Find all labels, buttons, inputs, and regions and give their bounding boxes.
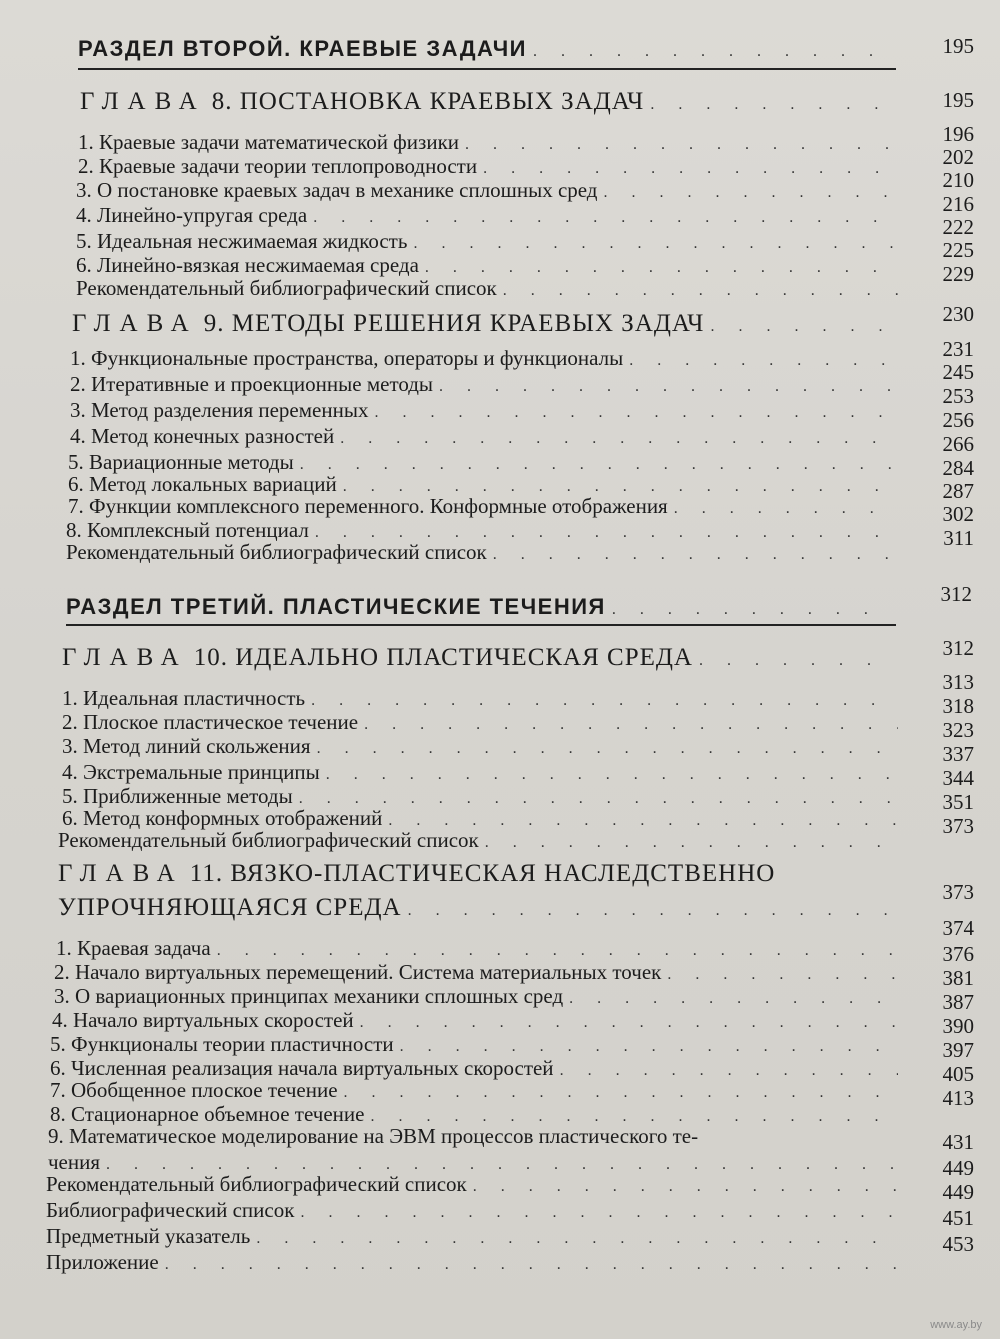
toc-entry[interactable]	[50, 1078, 904, 1103]
toc-entry[interactable]	[46, 1224, 904, 1249]
page-number: 202	[942, 145, 974, 169]
chapter-label: ГЛАВА	[72, 310, 198, 337]
entry-title: Рекомендательный библиографический список	[76, 276, 497, 300]
page-number: 222	[942, 215, 974, 239]
page-number: 195	[942, 88, 974, 112]
page-number: 266	[942, 432, 974, 456]
leader-dots	[313, 209, 898, 227]
entry-title: 2. Начало виртуальных перемещений. Система материальных точек	[54, 960, 662, 984]
toc-entry[interactable]	[78, 154, 904, 179]
entry-title: 5. Вариационные методы	[68, 450, 294, 474]
toc-entry[interactable]	[62, 686, 904, 711]
page-number: 195	[942, 34, 974, 58]
toc-entry[interactable]	[76, 276, 904, 301]
toc-entry[interactable]	[48, 1124, 904, 1149]
leader-dots	[311, 692, 898, 710]
toc-entry[interactable]	[58, 828, 904, 853]
toc-entry[interactable]	[62, 734, 904, 759]
entry-title: 8. Комплексный потенциал	[66, 518, 309, 542]
entry-title: 3. О постановке краевых задач в механике сплошных сред	[76, 178, 598, 202]
leader-dots	[667, 966, 898, 984]
leader-dots	[674, 500, 898, 518]
entry-title: 1. Краевая задача	[56, 936, 211, 960]
entry-title: 3. Метод разделения переменных	[70, 398, 369, 422]
entry-title: Приложение	[46, 1250, 159, 1274]
leader-dots	[493, 546, 898, 564]
entry-title: 2. Итеративные и проекционные методы	[70, 372, 434, 396]
toc-entry[interactable]	[46, 1172, 904, 1197]
leader-dots	[344, 1084, 898, 1102]
entry-title: 5. Идеальная несжимаемая жидкость	[76, 229, 408, 253]
leader-dots	[256, 1230, 898, 1248]
page-number: 337	[942, 742, 974, 766]
page-number: 210	[942, 168, 974, 192]
entry-title-continued: чения	[48, 1150, 101, 1174]
chapter-label: ГЛАВА	[58, 860, 184, 887]
entry-title: 3. Метод линий скольжения	[62, 734, 311, 758]
entry-title: 7. Обобщенное плоское течение	[50, 1078, 338, 1102]
entry-title: 4. Экстремальные принципы	[62, 760, 320, 784]
page-number: 449	[942, 1180, 974, 1204]
page-number: 376	[942, 942, 974, 966]
toc-chapter[interactable]	[72, 310, 898, 338]
chapter-title-continued: УПРОЧНЯЮЩАЯСЯ СРЕДА	[58, 894, 402, 921]
toc-entry[interactable]	[76, 203, 904, 228]
entry-title: 8. Стационарное объемное течение	[50, 1102, 365, 1126]
entry-title: 6. Численная реализация начала виртуальных скоростей	[50, 1056, 554, 1080]
page-number: 387	[942, 990, 974, 1014]
section-rule	[78, 68, 896, 70]
leader-dots	[408, 902, 892, 920]
leader-dots	[364, 716, 898, 734]
page-number: 453	[942, 1232, 974, 1256]
section-title: РАЗДЕЛ ТРЕТИЙ. ПЛАСТИЧЕСКИЕ ТЕЧЕНИЯ	[66, 594, 606, 619]
entry-title: 6. Линейно-вязкая несжимаемая среда	[76, 253, 419, 277]
page-number: 405	[942, 1062, 974, 1086]
toc-entry[interactable]	[56, 936, 904, 961]
page-number: 390	[942, 1014, 974, 1038]
toc-entry[interactable]	[52, 1008, 904, 1033]
page-number: 284	[942, 456, 974, 480]
page-number: 196	[942, 122, 974, 146]
entry-title: Рекомендательный библиографический список	[58, 828, 479, 852]
toc-entry[interactable]	[66, 540, 904, 565]
page-number: 256	[942, 408, 974, 432]
page-number: 431	[942, 1130, 974, 1154]
page-number: 302	[942, 502, 974, 526]
leader-dots	[217, 942, 898, 960]
toc-entry[interactable]	[62, 710, 904, 735]
entry-title: 4. Метод конечных разностей	[70, 424, 335, 448]
toc-entry[interactable]	[54, 984, 904, 1009]
page-number: 312	[940, 582, 972, 606]
entry-title: 2. Краевые задачи теории теплопроводности	[78, 154, 478, 178]
entry-title: 1. Функциональные пространства, операторы и функционалы	[70, 346, 624, 370]
page-number: 373	[942, 880, 974, 904]
leader-dots	[650, 96, 892, 114]
chapter-title: 11. ВЯЗКО-ПЛАСТИЧЕСКАЯ НАСЛЕДСТВЕННО	[189, 860, 776, 887]
page-number: 253	[942, 384, 974, 408]
leader-dots	[533, 43, 892, 61]
page-number: 373	[942, 814, 974, 838]
leader-dots	[340, 430, 898, 448]
page-number: 231	[942, 337, 974, 361]
chapter-label: ГЛАВА	[80, 88, 206, 115]
leader-dots	[503, 282, 898, 300]
toc-entry[interactable]	[70, 346, 904, 371]
leader-dots	[485, 834, 898, 852]
leader-dots	[400, 1038, 898, 1056]
page-number: 230	[942, 302, 974, 326]
toc-entry[interactable]	[78, 130, 904, 155]
chapter-label: ГЛАВА	[62, 644, 188, 671]
toc-entry[interactable]	[70, 398, 904, 423]
leader-dots	[317, 740, 898, 758]
leader-dots	[629, 352, 898, 370]
leader-dots	[473, 1178, 898, 1196]
toc-entry[interactable]	[76, 229, 904, 254]
toc-entry[interactable]	[62, 760, 904, 785]
entry-title: Библиографический список	[46, 1198, 295, 1222]
entry-title: 4. Линейно-упругая среда	[76, 203, 308, 227]
toc-entry[interactable]	[54, 960, 904, 985]
toc-entry[interactable]	[76, 178, 904, 203]
page-number: 413	[942, 1086, 974, 1110]
toc-section[interactable]	[66, 594, 896, 620]
leader-dots	[699, 652, 892, 670]
leader-dots	[374, 404, 898, 422]
entry-title: 7. Функции комплексного переменного. Конформные отображения	[68, 494, 668, 518]
entry-title: 1. Краевые задачи математической физики	[78, 130, 460, 154]
leader-dots	[483, 160, 898, 178]
page-number: 287	[942, 479, 974, 503]
toc-section[interactable]	[78, 36, 898, 62]
page-number: 351	[942, 790, 974, 814]
leader-dots	[604, 184, 899, 202]
leader-dots	[569, 990, 898, 1008]
entry-title: 3. О вариационных принципах механики сплошных сред	[54, 984, 564, 1008]
toc-chapter[interactable]	[80, 88, 898, 116]
toc-chapter[interactable]	[58, 860, 898, 888]
page-number: 229	[942, 262, 974, 286]
toc-entry[interactable]	[46, 1198, 904, 1223]
chapter-title: 10. ИДЕАЛЬНО ПЛАСТИЧЕСКАЯ СРЕДА	[193, 644, 693, 671]
page-number: 344	[942, 766, 974, 790]
toc-entry[interactable]	[50, 1032, 904, 1057]
page-number: 451	[942, 1206, 974, 1230]
leader-dots	[165, 1256, 898, 1274]
entry-title: Рекомендательный библиографический список	[46, 1172, 467, 1196]
page-number: 381	[942, 966, 974, 990]
page-number: 397	[942, 1038, 974, 1062]
toc-entry[interactable]	[76, 253, 904, 278]
toc-chapter[interactable]	[62, 644, 898, 672]
page-number: 318	[942, 694, 974, 718]
leader-dots	[300, 1204, 898, 1222]
toc-chapter-continued[interactable]	[58, 894, 898, 922]
leader-dots	[413, 235, 898, 253]
entry-title: 9. Математическое моделирование на ЭВМ процессов пластического те-	[48, 1124, 699, 1148]
leader-dots	[612, 601, 890, 619]
page-number: 313	[942, 670, 974, 694]
toc-entry[interactable]	[70, 424, 904, 449]
chapter-title: 8. ПОСТАНОВКА КРАЕВЫХ ЗАДАЧ	[211, 88, 645, 115]
page-number: 216	[942, 192, 974, 216]
page-number: 449	[942, 1156, 974, 1180]
entry-title: Предметный указатель	[46, 1224, 251, 1248]
entry-title: 6. Метод конформных отображений	[62, 806, 383, 830]
leader-dots	[710, 318, 892, 336]
page-number: 225	[942, 238, 974, 262]
leader-dots	[439, 378, 898, 396]
entry-title: 5. Приближенные методы	[62, 784, 293, 808]
watermark: www.ay.by	[930, 1319, 982, 1331]
page-number: 245	[942, 360, 974, 384]
leader-dots	[360, 1014, 898, 1032]
section-title: РАЗДЕЛ ВТОРОЙ. КРАЕВЫЕ ЗАДАЧИ	[78, 36, 527, 61]
entry-title: 1. Идеальная пластичность	[62, 686, 306, 710]
leader-dots	[465, 136, 898, 154]
page-number: 323	[942, 718, 974, 742]
entry-title: 2. Плоское пластическое течение	[62, 710, 359, 734]
leader-dots	[425, 259, 898, 277]
toc-entry[interactable]	[46, 1250, 904, 1275]
page-number: 312	[942, 636, 974, 660]
page-number: 311	[943, 526, 974, 550]
chapter-title: 9. МЕТОДЫ РЕШЕНИЯ КРАЕВЫХ ЗАДАЧ	[203, 310, 705, 337]
toc-entry[interactable]	[70, 372, 904, 397]
entry-title: 5. Функционалы теории пластичности	[50, 1032, 394, 1056]
leader-dots	[326, 766, 898, 784]
entry-title: 6. Метод локальных вариаций	[68, 472, 337, 496]
entry-title: Рекомендательный библиографический список	[66, 540, 487, 564]
toc-entry[interactable]	[68, 494, 904, 519]
page-number: 374	[942, 916, 974, 940]
section-rule	[66, 624, 896, 626]
entry-title: 4. Начало виртуальных скоростей	[52, 1008, 354, 1032]
